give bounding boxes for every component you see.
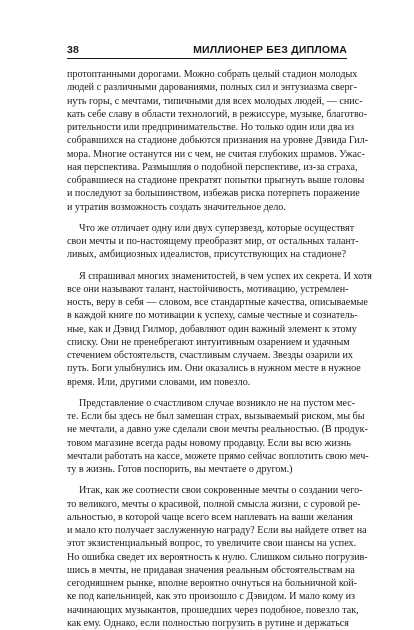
text-line: Я спрашивал многих знаменитостей, в чем успех их секрета. И хотя: [79, 270, 372, 282]
text-line: ная перспектива. Размышляя о подобной перспективе, из-за страха,: [67, 161, 358, 173]
paragraph-gap: [67, 262, 347, 270]
text-line: нуть горы, с мечтами, типичными для всех молодых людей, — снис-: [67, 95, 363, 107]
text-line: ные, как и Дэвид Гилмор, добавляют один важный элемент к этому: [67, 323, 357, 335]
text-line: время. Или, другими словами, им повезло.: [67, 376, 251, 388]
text-line: протоптанными дорогами. Можно собрать целый стадион молодых: [67, 69, 358, 80]
running-header: [67, 44, 347, 58]
paragraph-gap: [67, 389, 347, 397]
text-line: рительности или предпринимательстве. Но только один или два из: [67, 122, 355, 133]
paragraph: [67, 397, 369, 477]
text-line: собравшихся на стадионе добьются признания на уровне Дэвида Гил-: [67, 135, 369, 147]
header-rule: [67, 58, 347, 59]
text-line: и мало кто получает заслуженную награду? Если вы найдете ответ на: [67, 525, 367, 536]
text-line: те. Если бы здесь не был замешан страх, вызываемый риском, мы бы: [67, 411, 365, 422]
text-line: Представление о счастливом случае возникло не на пустом мес-: [79, 397, 356, 409]
text-line: то великого, мечты о красивой, полной смысла жизни, с суровой ре-: [67, 498, 361, 510]
text-line: начинающих музыкантов, прошедших через подобное, повезло так,: [67, 604, 359, 616]
paragraph: [67, 68, 369, 214]
text-line: стечением обстоятельств, счастливым случаем. Звезды озарили их: [67, 350, 353, 361]
text-line: ту в жизнь. Готов поспорить, вы мечтаете о другом.): [67, 464, 293, 475]
page-number: 38: [67, 44, 80, 56]
text-line: все они называют талант, настойчивость, мотивацию, устремлен-: [67, 283, 349, 295]
running-title: МИЛЛИОНЕР БЕЗ ДИПЛОМА: [193, 44, 347, 56]
text-line: списку. Они не пренебрегают интуитивным озарением и удачным: [67, 336, 350, 348]
text-line: не мечтали, а давно уже сделали свои мечты реальностью. (В продук-: [67, 424, 368, 436]
paragraph: [67, 222, 359, 262]
text-line: собравшиеся на стадионе прекратят попытки прыгнуть выше головы: [67, 175, 365, 186]
paragraph-gap: [67, 214, 347, 222]
text-line: путь. Боги улыбнулись им. Они оказались в нужном месте в нужное: [67, 363, 361, 375]
text-line: товом магазине всегда рады новому продавцу. Если вы всю жизнь: [67, 437, 351, 449]
text-line: ке под капельницей, как это произошло с Дэвидом. И мало кому из: [67, 591, 356, 603]
text-line: Итак, как же соотнести свои сокровенные мечты о создании чего-: [79, 485, 363, 497]
text-line: Что же отличает одну или двух суперзвезд, которые осуществят: [79, 222, 355, 234]
text-line: кать себе славу в области технологий, в режиссуре, музыке, благотво-: [67, 108, 368, 120]
text-line: этот экзистенциальный вопрос, то увеличите свои шансы на успех.: [67, 538, 357, 550]
text-line: людей с различными дарованиями, полных сил и энтузиазма сверг-: [67, 82, 358, 94]
text-line: свои мечты и по-настоящему преобразят мир, от остальных талант-: [67, 236, 359, 247]
text-line: сегодняшнем рынке, вполне вероятно очнуться на больничной кой-: [67, 578, 358, 589]
text-line: и последуют за большинством, избежав риска потерпеть поражение: [67, 188, 360, 200]
text-line: ность, веру в себя — словом, все стандартные качества, описываемые: [67, 297, 368, 308]
text-line: альностью, в которой чаще всего всем наплевать на ваши желания: [67, 511, 353, 523]
text-line: мечтали работать на кассе, можете прямо сейчас воплотить свою меч-: [67, 450, 369, 462]
text-line: ливых, амбициозных идеалистов, присутствующих на стадионе?: [67, 249, 347, 261]
text-line: шись в мечты, не придавая значения реальным обстоятельствам на: [67, 564, 355, 576]
paragraph-gap: [67, 476, 347, 484]
text-line: в каждой книге по мотивации к успеху, самые честные и сознатель-: [67, 310, 358, 322]
paragraph: [67, 484, 368, 630]
body-text: [67, 68, 372, 630]
text-line: и утратив возможность создать значительное дело.: [67, 201, 286, 213]
text-line: как ему. Однако, если полностью погрузить в рутине и держаться: [67, 617, 349, 629]
text-line: мора. Многие останутся ни с чем, не считая глубоких шрамов. Ужас-: [67, 148, 365, 160]
paragraph: [67, 270, 372, 389]
text-line: Но ошибка сведет их вероятность к нулю. Слишком сильно погрузив-: [67, 551, 368, 563]
